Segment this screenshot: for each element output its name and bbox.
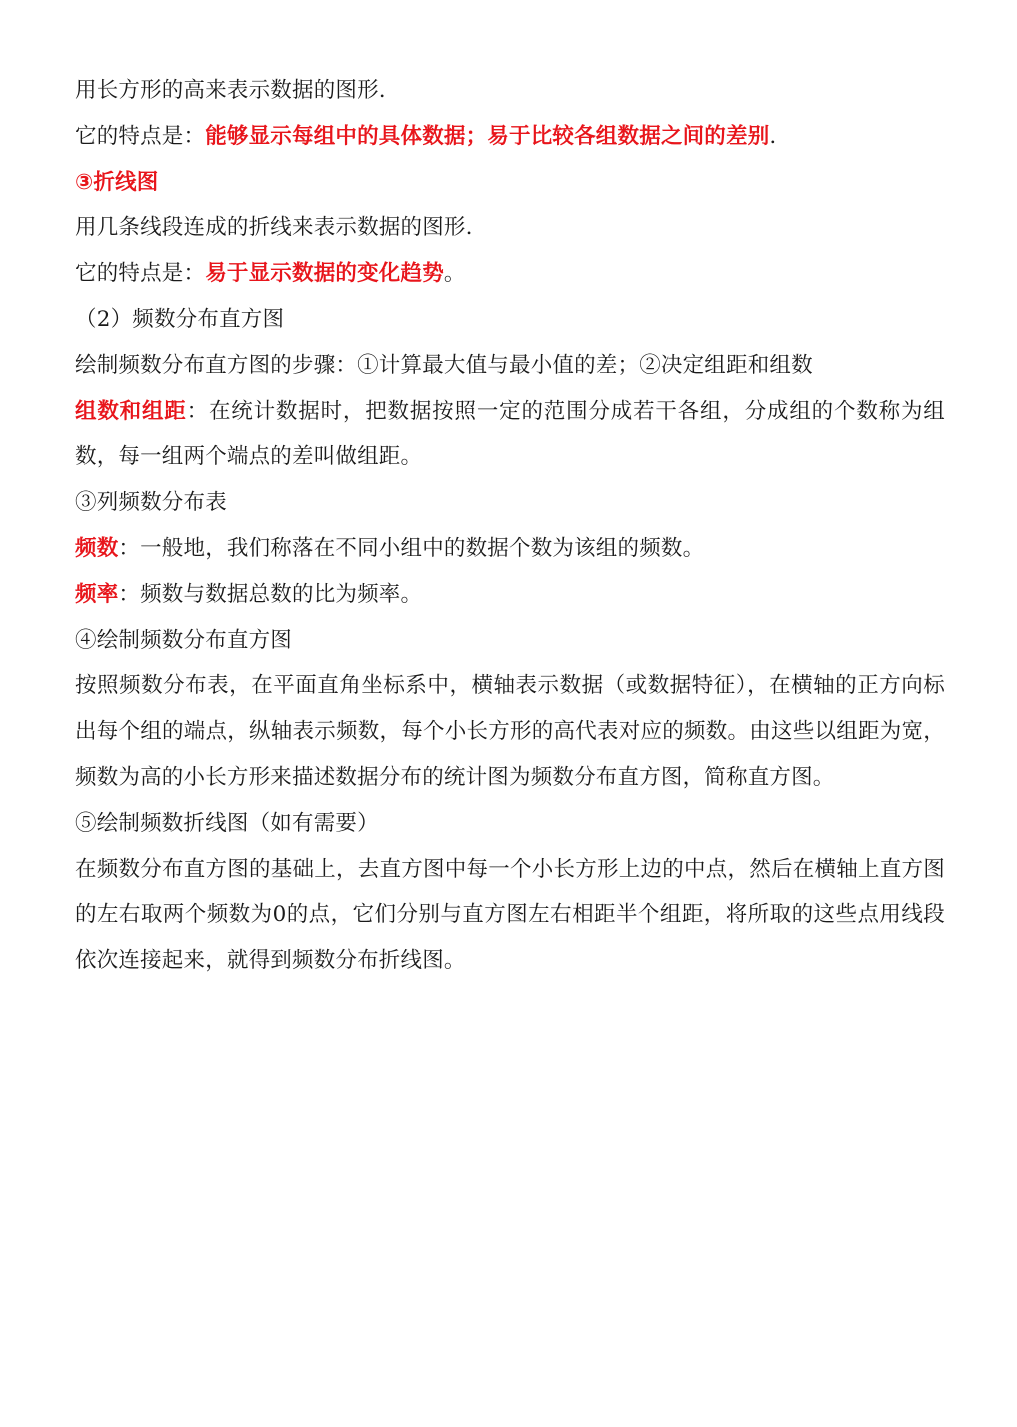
- frequency-term: 频数: [75, 535, 119, 561]
- histogram-steps: 绘制频数分布直方图的步骤：①计算最大值与最小值的差；②决定组距和组数: [75, 352, 813, 378]
- step5-text: 在频数分布直方图的基础上，去直方图中每一个小长方形上边的中点，然后在横轴上直方图的左右取两个频数为0的点，它们分别与直方图左右相距半个组距，将所取的这些点用线段依次连接起来，就得到频数分布折线图。: [75, 856, 945, 974]
- line-chart-definition: 用几条线段连成的折线来表示数据的图形.: [75, 215, 473, 241]
- step4-heading: ④绘制频数分布直方图: [75, 627, 293, 653]
- bar-chart-definition: 用长方形的高来表示数据的图形.: [75, 78, 386, 103]
- bar-chart-features-highlight: 能够显示每组中的具体数据；易于比较各组数据之间的差别: [205, 123, 770, 149]
- line-chart-features: [75, 251, 945, 297]
- step5-heading: ⑤绘制频数折线图（如有需要）: [75, 810, 379, 836]
- frequency-def-text: ：一般地，我们称落在不同小组中的数据个数为该组的频数。: [118, 535, 705, 561]
- group-term: 组数和组距: [75, 398, 187, 424]
- group-definition: [75, 389, 945, 481]
- rate-def-text: ：频数与数据总数的比为频率。: [118, 581, 423, 607]
- rate-term: 频率: [75, 581, 119, 607]
- bar-chart-features-suffix: .: [769, 123, 777, 149]
- rate-definition: [75, 572, 945, 618]
- line-chart-features-highlight: 易于显示数据的变化趋势: [205, 261, 444, 287]
- bar-chart-features: [75, 114, 945, 160]
- histogram-heading: （2）频数分布直方图: [75, 306, 285, 332]
- group-def-text: ：在统计数据时，把数据按照一定的范围分成若干各组，分成组的个数称为组数，每一组两个端点的差叫做组距。: [75, 398, 945, 470]
- bar-chart-features-prefix: 它的特点是：: [75, 123, 206, 149]
- line-chart-features-suffix: 。: [443, 261, 466, 287]
- frequency-definition: [75, 526, 945, 572]
- document-page: [75, 68, 945, 984]
- line-chart-features-prefix: 它的特点是：: [75, 261, 206, 287]
- line-chart-heading: ③折线图: [75, 169, 159, 195]
- step3-heading: ③列频数分布表: [75, 490, 227, 516]
- step4-text: 按照频数分布表，在平面直角坐标系中，横轴表示数据（或数据特征），在横轴的正方向标出每个组的端点，纵轴表示频数，每个小长方形的高代表对应的频数。由这些以组距为宽，频数为高的小长方形来描述数据分布的统计图为频数分布直方图，简称直方图。: [75, 673, 945, 790]
